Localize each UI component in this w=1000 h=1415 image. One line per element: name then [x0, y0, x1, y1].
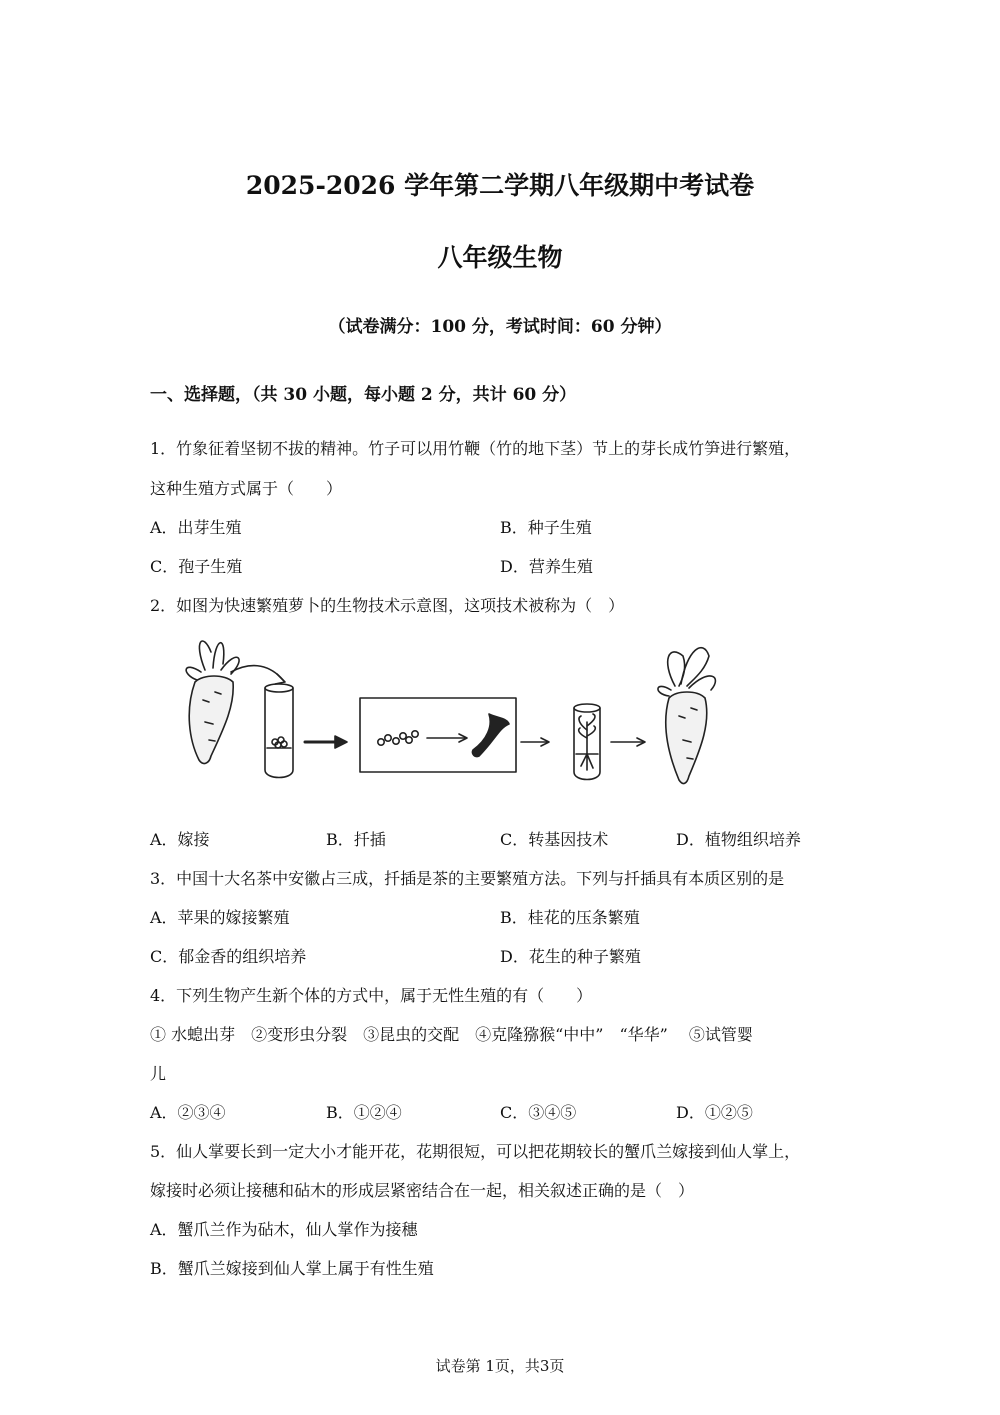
- radish-icon: [186, 641, 239, 763]
- exam-meta: （试卷满分：100 分，考试时间：60 分钟）: [328, 317, 672, 337]
- question-3-option-a: A．苹果的嫁接繁殖: [150, 908, 290, 927]
- question-3-option-b: B．桂花的压条繁殖: [500, 908, 640, 927]
- test-tube-icon: [265, 684, 293, 778]
- question-4-stem-line3: 儿: [150, 1064, 167, 1083]
- radish-tissue-culture-figure: [175, 630, 735, 790]
- question-4-option-c: C．③④⑤: [500, 1103, 577, 1122]
- question-2-option-b: B．扦插: [326, 830, 386, 849]
- question-1-stem-line1: 1．竹象征着坚韧不拔的精神。竹子可以用竹鞭（竹的地下茎）节上的芽长成竹笋进行繁殖，: [150, 439, 801, 458]
- question-5-option-a: A．蟹爪兰作为砧木，仙人掌作为接穗: [150, 1220, 418, 1239]
- question-2-option-a: A．嫁接: [150, 830, 210, 849]
- question-2-stem: 2．如图为快速繁殖萝卜的生物技术示意图，这项技术被称为（ ）: [150, 596, 625, 615]
- question-4-stem-line2: ① 水螅出芽 ②变形虫分裂 ③昆虫的交配 ④克隆猕猴“中中” “华华” ⑤试管婴: [150, 1025, 753, 1044]
- exam-title: 2025-2026 学年第二学期八年级期中考试卷: [245, 171, 755, 200]
- question-4-option-b: B．①②④: [326, 1103, 402, 1122]
- grown-radish-icon: [658, 648, 715, 784]
- question-5-stem-line1: 5．仙人掌要长到一定大小才能开花，花期很短，可以把花期较长的蟹爪兰嫁接到仙人掌上，: [150, 1142, 801, 1161]
- page-footer: 试卷第 1页，共3页: [435, 1357, 565, 1375]
- question-5-stem-line2: 嫁接时必须让接穗和砧木的形成层紧密结合在一起，相关叙述正确的是（ ）: [150, 1181, 695, 1200]
- question-4-option-a: A．②③④: [150, 1103, 226, 1122]
- question-3-option-c: C．郁金香的组织培养: [150, 947, 307, 966]
- question-2-option-c: C．转基因技术: [500, 830, 609, 849]
- question-5-option-b: B．蟹爪兰嫁接到仙人掌上属于有性生殖: [150, 1259, 434, 1278]
- question-1-option-b: B．种子生殖: [500, 518, 592, 537]
- question-4-stem-line1: 4．下列生物产生新个体的方式中，属于无性生殖的有（ ）: [150, 986, 593, 1005]
- subject-title: 八年级生物: [437, 243, 563, 272]
- question-2-option-d: D．植物组织培养: [676, 830, 801, 849]
- question-4-option-d: D．①②⑤: [676, 1103, 753, 1122]
- question-1-option-a: A．出芽生殖: [150, 518, 242, 537]
- question-1-option-d: D．营养生殖: [500, 557, 593, 576]
- section-heading: 一、选择题，（共 30 小题，每小题 2 分，共计 60 分）: [150, 385, 577, 405]
- question-3-stem: 3．中国十大名茶中安徽占三成，扦插是茶的主要繁殖方法。下列与扦插具有本质区别的是: [150, 869, 785, 888]
- question-1-option-c: C．孢子生殖: [150, 557, 243, 576]
- test-tube-plantlet-icon: [574, 704, 600, 780]
- question-3-option-d: D．花生的种子繁殖: [500, 947, 641, 966]
- question-1-stem-line2: 这种生殖方式属于（ ）: [150, 479, 343, 498]
- culture-dish-icon: [360, 698, 516, 772]
